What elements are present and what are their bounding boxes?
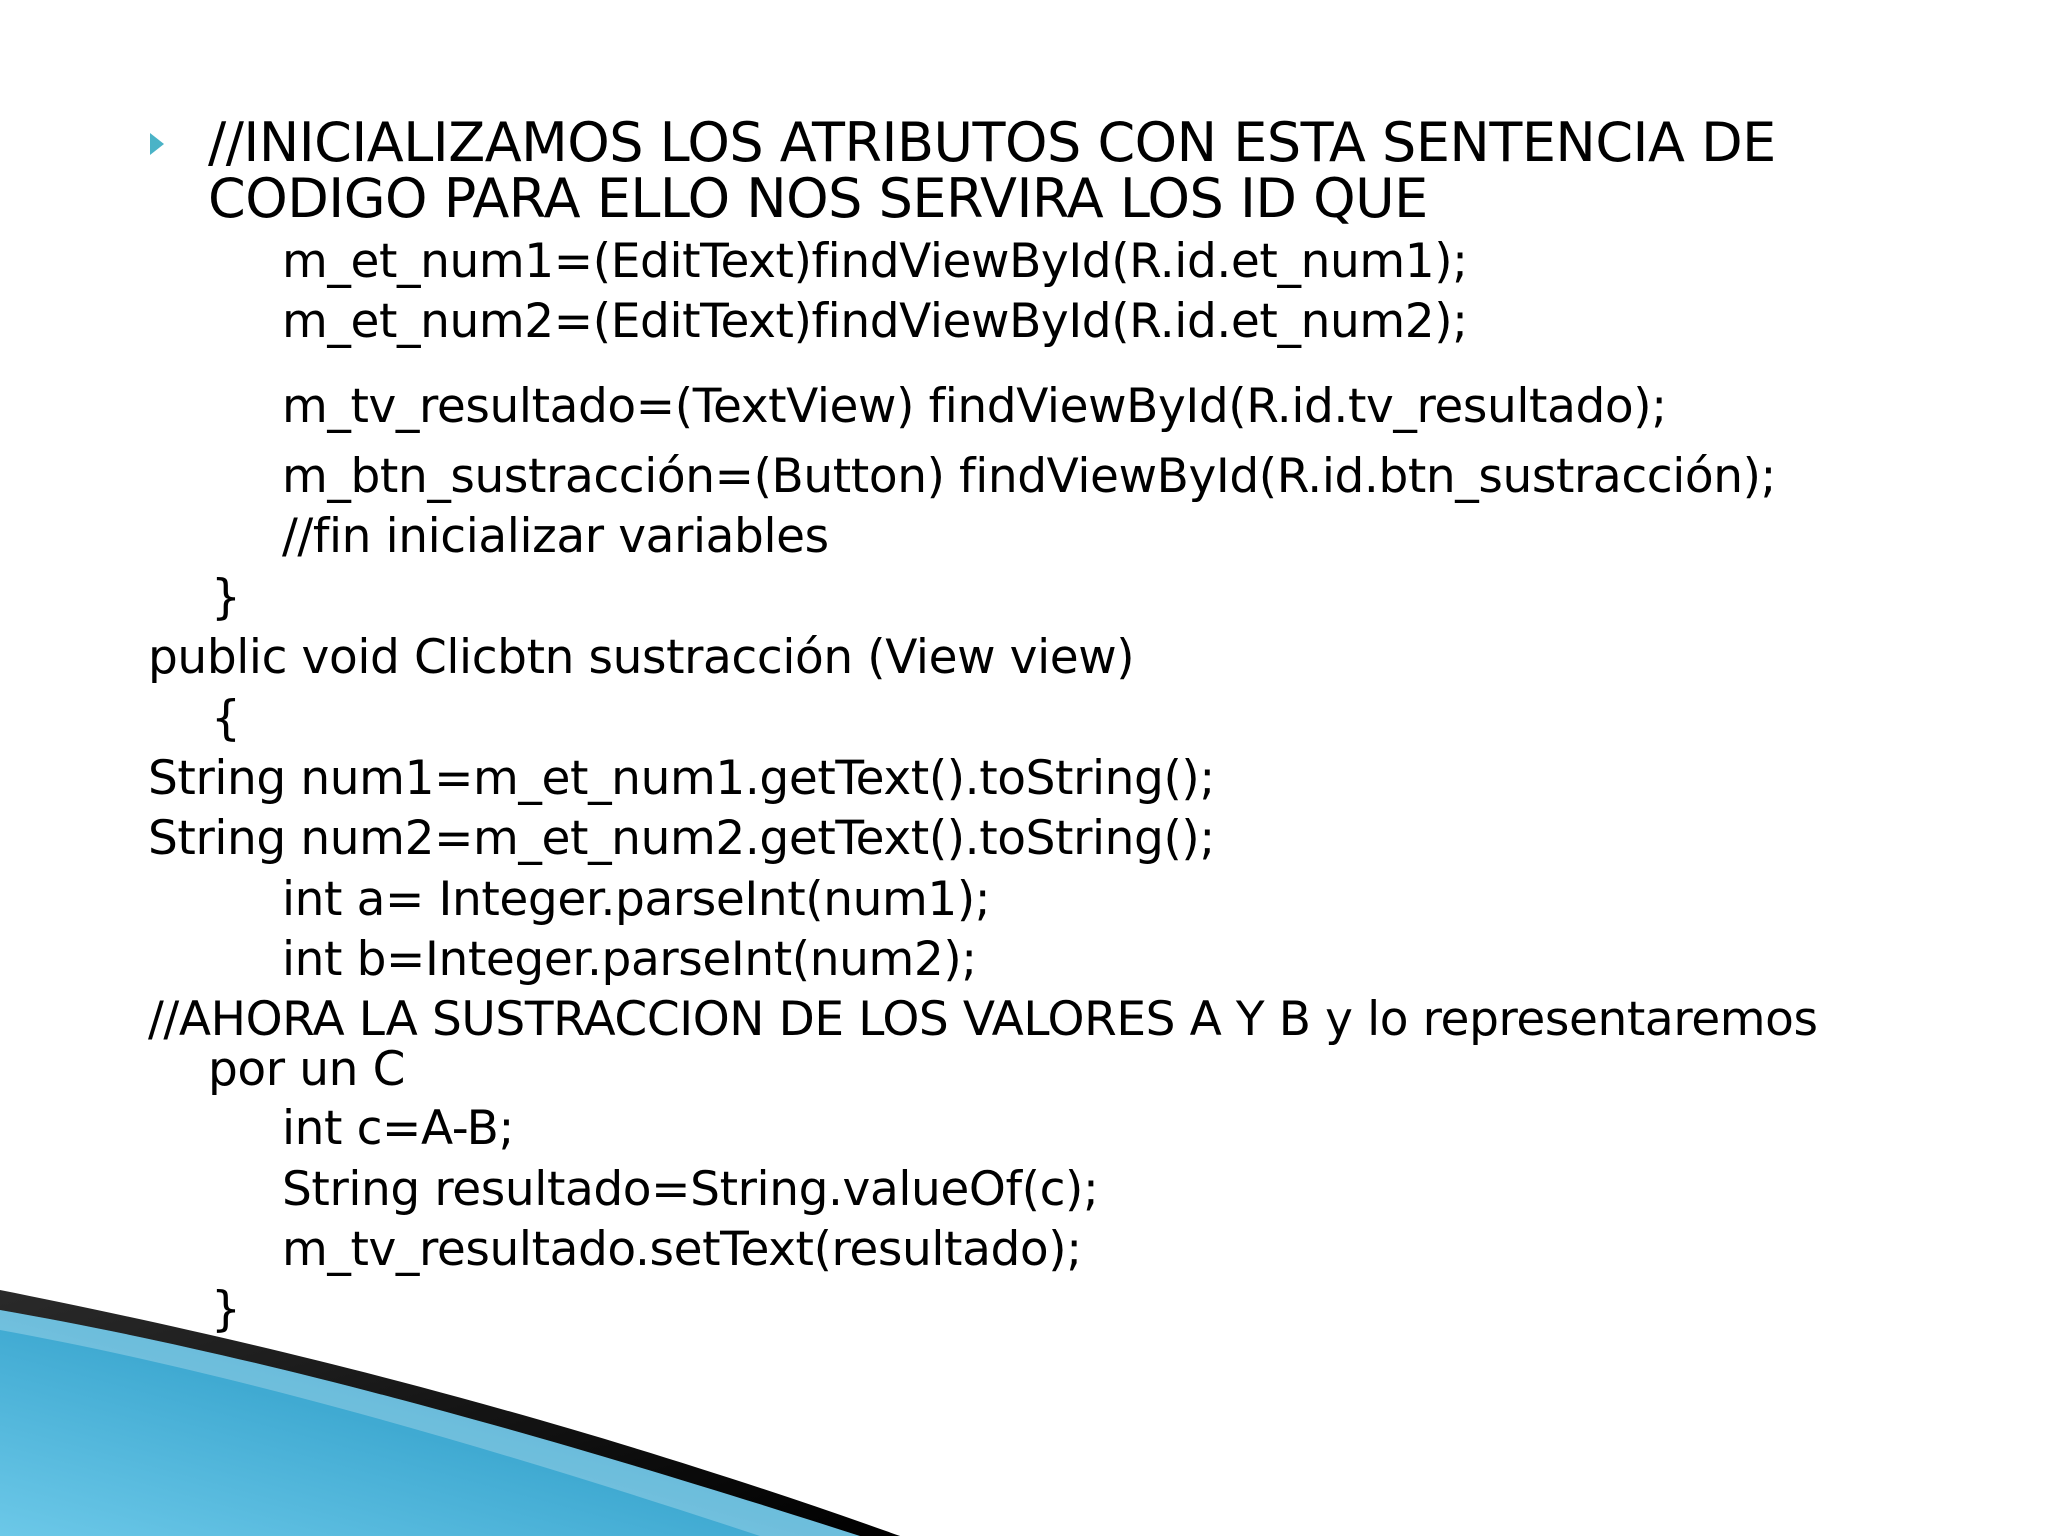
code-line: int b=Integer.parseInt(num2); xyxy=(282,932,977,987)
code-line: { xyxy=(211,691,241,746)
code-line: int c=A-B; xyxy=(282,1101,514,1156)
code-line: public void Clicbtn sustracción (View view) xyxy=(148,630,1135,685)
code-line: } xyxy=(211,1282,241,1337)
code-line: //AHORA LA SUSTRACCION DE LOS VALORES A Y B y lo representaremos xyxy=(148,992,1818,1047)
code-line: int a= Integer.parseInt(num1); xyxy=(282,872,991,927)
code-line: String num2=m_et_num2.getText().toString(); xyxy=(148,811,1215,866)
code-line: //fin inicializar variables xyxy=(282,509,829,564)
bullet-arrow-icon xyxy=(150,133,164,155)
heading-line-1: //INICIALIZAMOS LOS ATRIBUTOS CON ESTA SENTENCIA DE xyxy=(208,111,1776,174)
code-line: m_tv_resultado.setText(resultado); xyxy=(282,1222,1082,1277)
code-line: String resultado=String.valueOf(c); xyxy=(282,1162,1099,1217)
code-line: m_et_num1=(EditText)findViewById(R.id.et_num1); xyxy=(282,234,1468,289)
code-line: por un C xyxy=(208,1042,405,1097)
code-line: m_btn_sustracción=(Button) findViewById(R.id.btn_sustracción); xyxy=(282,449,1776,504)
code-line: m_tv_resultado=(TextView) findViewById(R.id.tv_resultado); xyxy=(282,379,1667,434)
code-line: String num1=m_et_num1.getText().toString(); xyxy=(148,751,1215,806)
code-line: } xyxy=(211,570,241,625)
code-line: m_et_num2=(EditText)findViewById(R.id.et_num2); xyxy=(282,294,1468,349)
heading-line-2: CODIGO PARA ELLO NOS SERVIRA LOS ID QUE xyxy=(208,167,1428,230)
